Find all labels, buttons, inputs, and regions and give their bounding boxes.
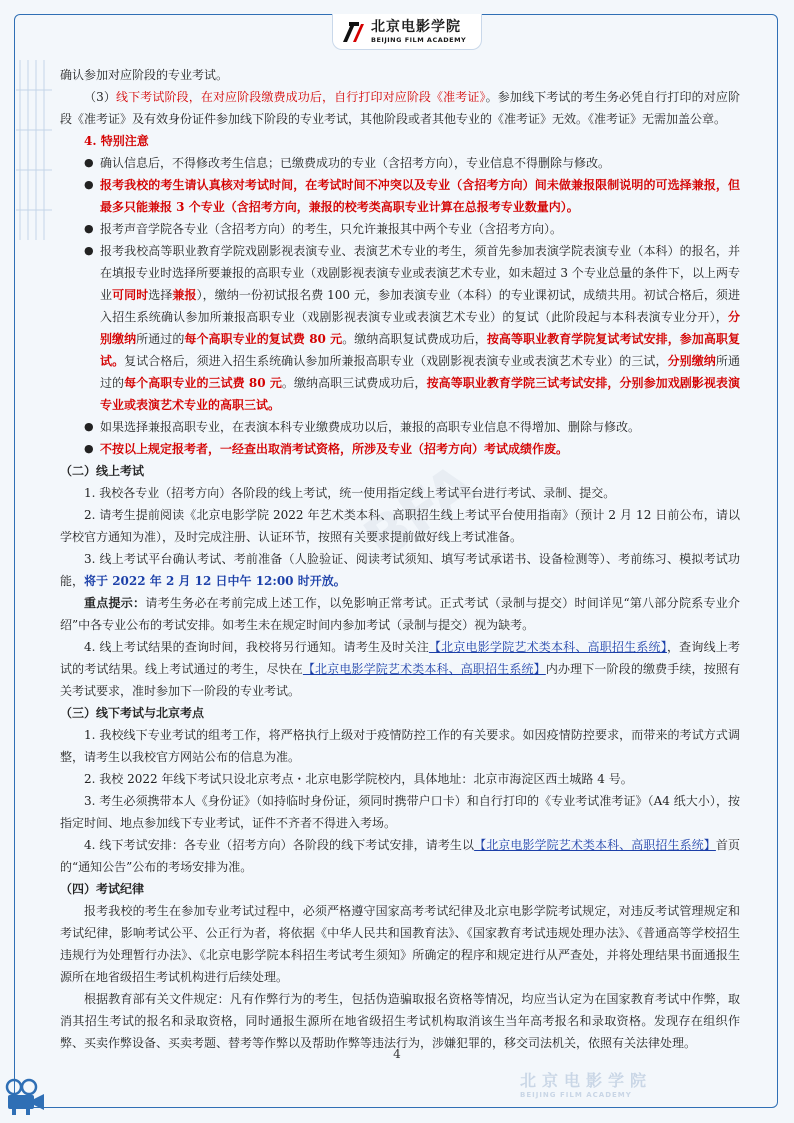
bullet-icon: ● (84, 244, 94, 257)
admissions-system-link[interactable]: 【北京电影学院艺术类本科、高职招生系统】 (302, 662, 546, 676)
bullet-icon: ● (84, 178, 94, 191)
paragraph: 确认参加对应阶段的专业考试。 (60, 68, 229, 82)
bullet-icon: ● (84, 420, 94, 433)
footer-logo (520, 1068, 652, 1099)
header-logo (332, 14, 482, 50)
paragraph: 1. 我校各专业（招考方向）各阶段的线上考试，统一使用指定线上考试平台进行考试、录制、提交。 (84, 486, 616, 500)
paragraph: 根据教育部有关文件规定：凡有作弊行为的考生，包括伪造骗取报名资格等情况，均应当认定为在国家教育考试中作弊，取消其招生考试的报名和录取资格，同时通报生源所在地省级招生考试机构取消该生当年高考报名和录取资格。发现存在组织作弊、买卖作弊设备、买卖考题、替考等作弊以及帮助作弊等违法行为，涉嫌犯罪的，移交司法机关，依照有关法律处理。 (60, 992, 740, 1050)
watermark: BFA (353, 452, 487, 573)
header-logo-cn: 北京电影学院 (371, 18, 461, 35)
building-sketch-decoration (16, 60, 56, 240)
academy-logo-icon (341, 20, 365, 44)
bullet-item: ● 如果选择兼报高职专业，在表演本科专业缴费成功以后，兼报的高职专业信息不得增加、删除与修改。 (60, 416, 740, 438)
document-body (60, 64, 740, 1054)
paragraph: 2. 请考生提前阅读《北京电影学院 2022 年艺术类本科、高职招生线上考试平台使用指南》（预计 2 月 12 日前公布，请以学校官方通知为准），及时完成注册、认证环节，按照有关要求提前做好线上考试准备。 (60, 508, 740, 544)
bullet-item: ● 确认信息后，不得修改考生信息；已缴费成功的专业（含招考方向），专业信息不得删除与修改。 (60, 152, 740, 174)
footer-logo-en: BEIJING FILM ACADEMY (520, 1091, 632, 1099)
paragraph: 4. 线下考试安排：各专业（招考方向）各阶段的线下考试安排，请考生以【北京电影学院艺术类本科、高职招生系统】首页的“通知公告”公布的考场安排为准。 (60, 838, 740, 874)
section-4-title: 4. 特别注意 (84, 134, 149, 148)
page-number: 4 (393, 1047, 401, 1061)
admissions-system-link[interactable]: 【北京电影学院艺术类本科、高职招生系统】 (474, 838, 716, 852)
paragraph-3: （3）线下考试阶段，在对应阶段缴费成功后，自行打印对应阶段《准考证》。参加线下考试的考生务必凭自行打印的对应阶段《准考证》及有效身份证件参加线下阶段的专业考试，其他阶段或者其他专业的《准考证》无效。《准考证》无需加盖公章。 (60, 90, 740, 126)
header-logo-en: BEIJING FILM ACADEMY (371, 35, 467, 44)
footer-logo-cn: 北京电影学院 (520, 1071, 653, 1090)
bullet-icon: ● (84, 222, 94, 235)
bullet-item: ● 报考我校的考生请认真核对考试时间，在考试时间不冲突以及专业（含招考方向）间未做兼报限制说明的可选择兼报，但最多只能兼报 3 个专业（含招考方向，兼报的校考类高职专业计算在总报考专业数量内）。 (60, 174, 740, 218)
bullet-item: ● 报考我校高等职业教育学院戏剧影视表演专业、表演艺术专业的考生，须首先参加表演学院表演专业（本科）的报名，并在填报专业时选择所要兼报的高职专业（戏剧影视表演专业或表演艺术专业，如未超过 3 个专业总量的条件下，以上两专业可同时选择兼报），缴纳一份初试报名费 100 元，参加表演专业（本科）的专业课初试，成绩共用。初试合格后，须进入招生系统确认参加所兼报高职专业（戏剧影视表演专业或表演艺术专业）的复试（此阶段起与本科表演专业分开），分别缴纳所通过的每个高职专业的复试费 80 元。缴纳高职复试费成功后，按高等职业教育学院复试考试安排，参加高职复试。复试合格后，须进入招生系统确认参加所兼报高职专业（戏剧影视表演专业或表演艺术专业）的三试，分别缴纳所通过的每个高职专业的三试费 80 元。缴纳高职三试费成功后，按高等职业教育学院三试考试安排，分别参加戏剧影视表演专业或表演艺术专业的高职三试。 (60, 240, 740, 416)
bullet-icon: ● (84, 442, 94, 455)
paragraph: 3. 线上考试平台确认考试、考前准备（人脸验证、阅读考试须知、填写考试承诺书、设备检测等）、考前练习、模拟考试功能，将于 2022 年 2 月 12 日中午 12:00 时开放。 (60, 552, 740, 588)
paragraph: 2. 我校 2022 年线下考试只设北京考点・北京电影学院校内，具体地址：北京市海淀区西土城路 4 号。 (84, 772, 633, 786)
admissions-system-link[interactable]: 【北京电影学院艺术类本科、高职招生系统】 (428, 640, 667, 654)
bullet-item: ● 不按以上规定报考者，一经查出取消考试资格，所涉及专业（招考方向）考试成绩作废。 (60, 438, 740, 460)
paragraph: 1. 我校线下专业考试的组考工作，将严格执行上级对于疫情防控工作的有关要求。如因疫情防控要求，而带来的考试方式调整，请考生以我校官方网站公布的信息为准。 (60, 728, 740, 764)
section-4b-title: （四）考试纪律 (60, 882, 145, 896)
film-projector-icon (2, 1078, 48, 1116)
section-2-title: （二）线上考试 (60, 464, 145, 478)
paragraph: 4. 线上考试结果的查询时间，我校将另行通知。请考生及时关注【北京电影学院艺术类本科、高职招生系统】，查询线上考试的考试结果。线上考试通过的考生，尽快在【北京电影学院艺术类本科、高职招生系统】内办理下一阶段的缴费手续，按照有关考试要求，准时参加下一阶段的专业考试。 (60, 640, 740, 698)
paragraph: 报考我校的考生在参加专业考试过程中，必须严格遵守国家高考考试纪律及北京电影学院考试规定，对违反考试管理规定和考试纪律，影响考试公平、公正行为者，将依据《中华人民共和国教育法》、《国家教育考试违规处理办法》、《普通高等学校招生违规行为处理暂行办法》、《北京电影学院本科招生考试考生须知》所确定的程序和规定进行从严查处，并将处理结果书面通报生源所在地省级招生考试机构进行后续处理。 (60, 904, 740, 984)
section-3-title: （三）线下考试与北京考点 (60, 706, 205, 720)
paragraph: 3. 考生必须携带本人《身份证》（如持临时身份证，须同时携带户口卡）和自行打印的《专业考试准考证》（A4 纸大小），按指定时间、地点参加线下专业考试，证件不齐者不得进入考场。 (60, 794, 740, 830)
key-notice: 重点提示：请考生务必在考前完成上述工作，以免影响正常考试。正式考试（录制与提交）时间详见“第八部分院系专业介绍”中各专业公布的考试安排。如考生未在规定时间内参加考试（录制与提交）视为缺考。 (60, 596, 740, 632)
bullet-item: ● 报考声音学院各专业（含招考方向）的考生，只允许兼报其中两个专业（含招考方向）。 (60, 218, 740, 240)
bullet-icon: ● (84, 156, 94, 169)
